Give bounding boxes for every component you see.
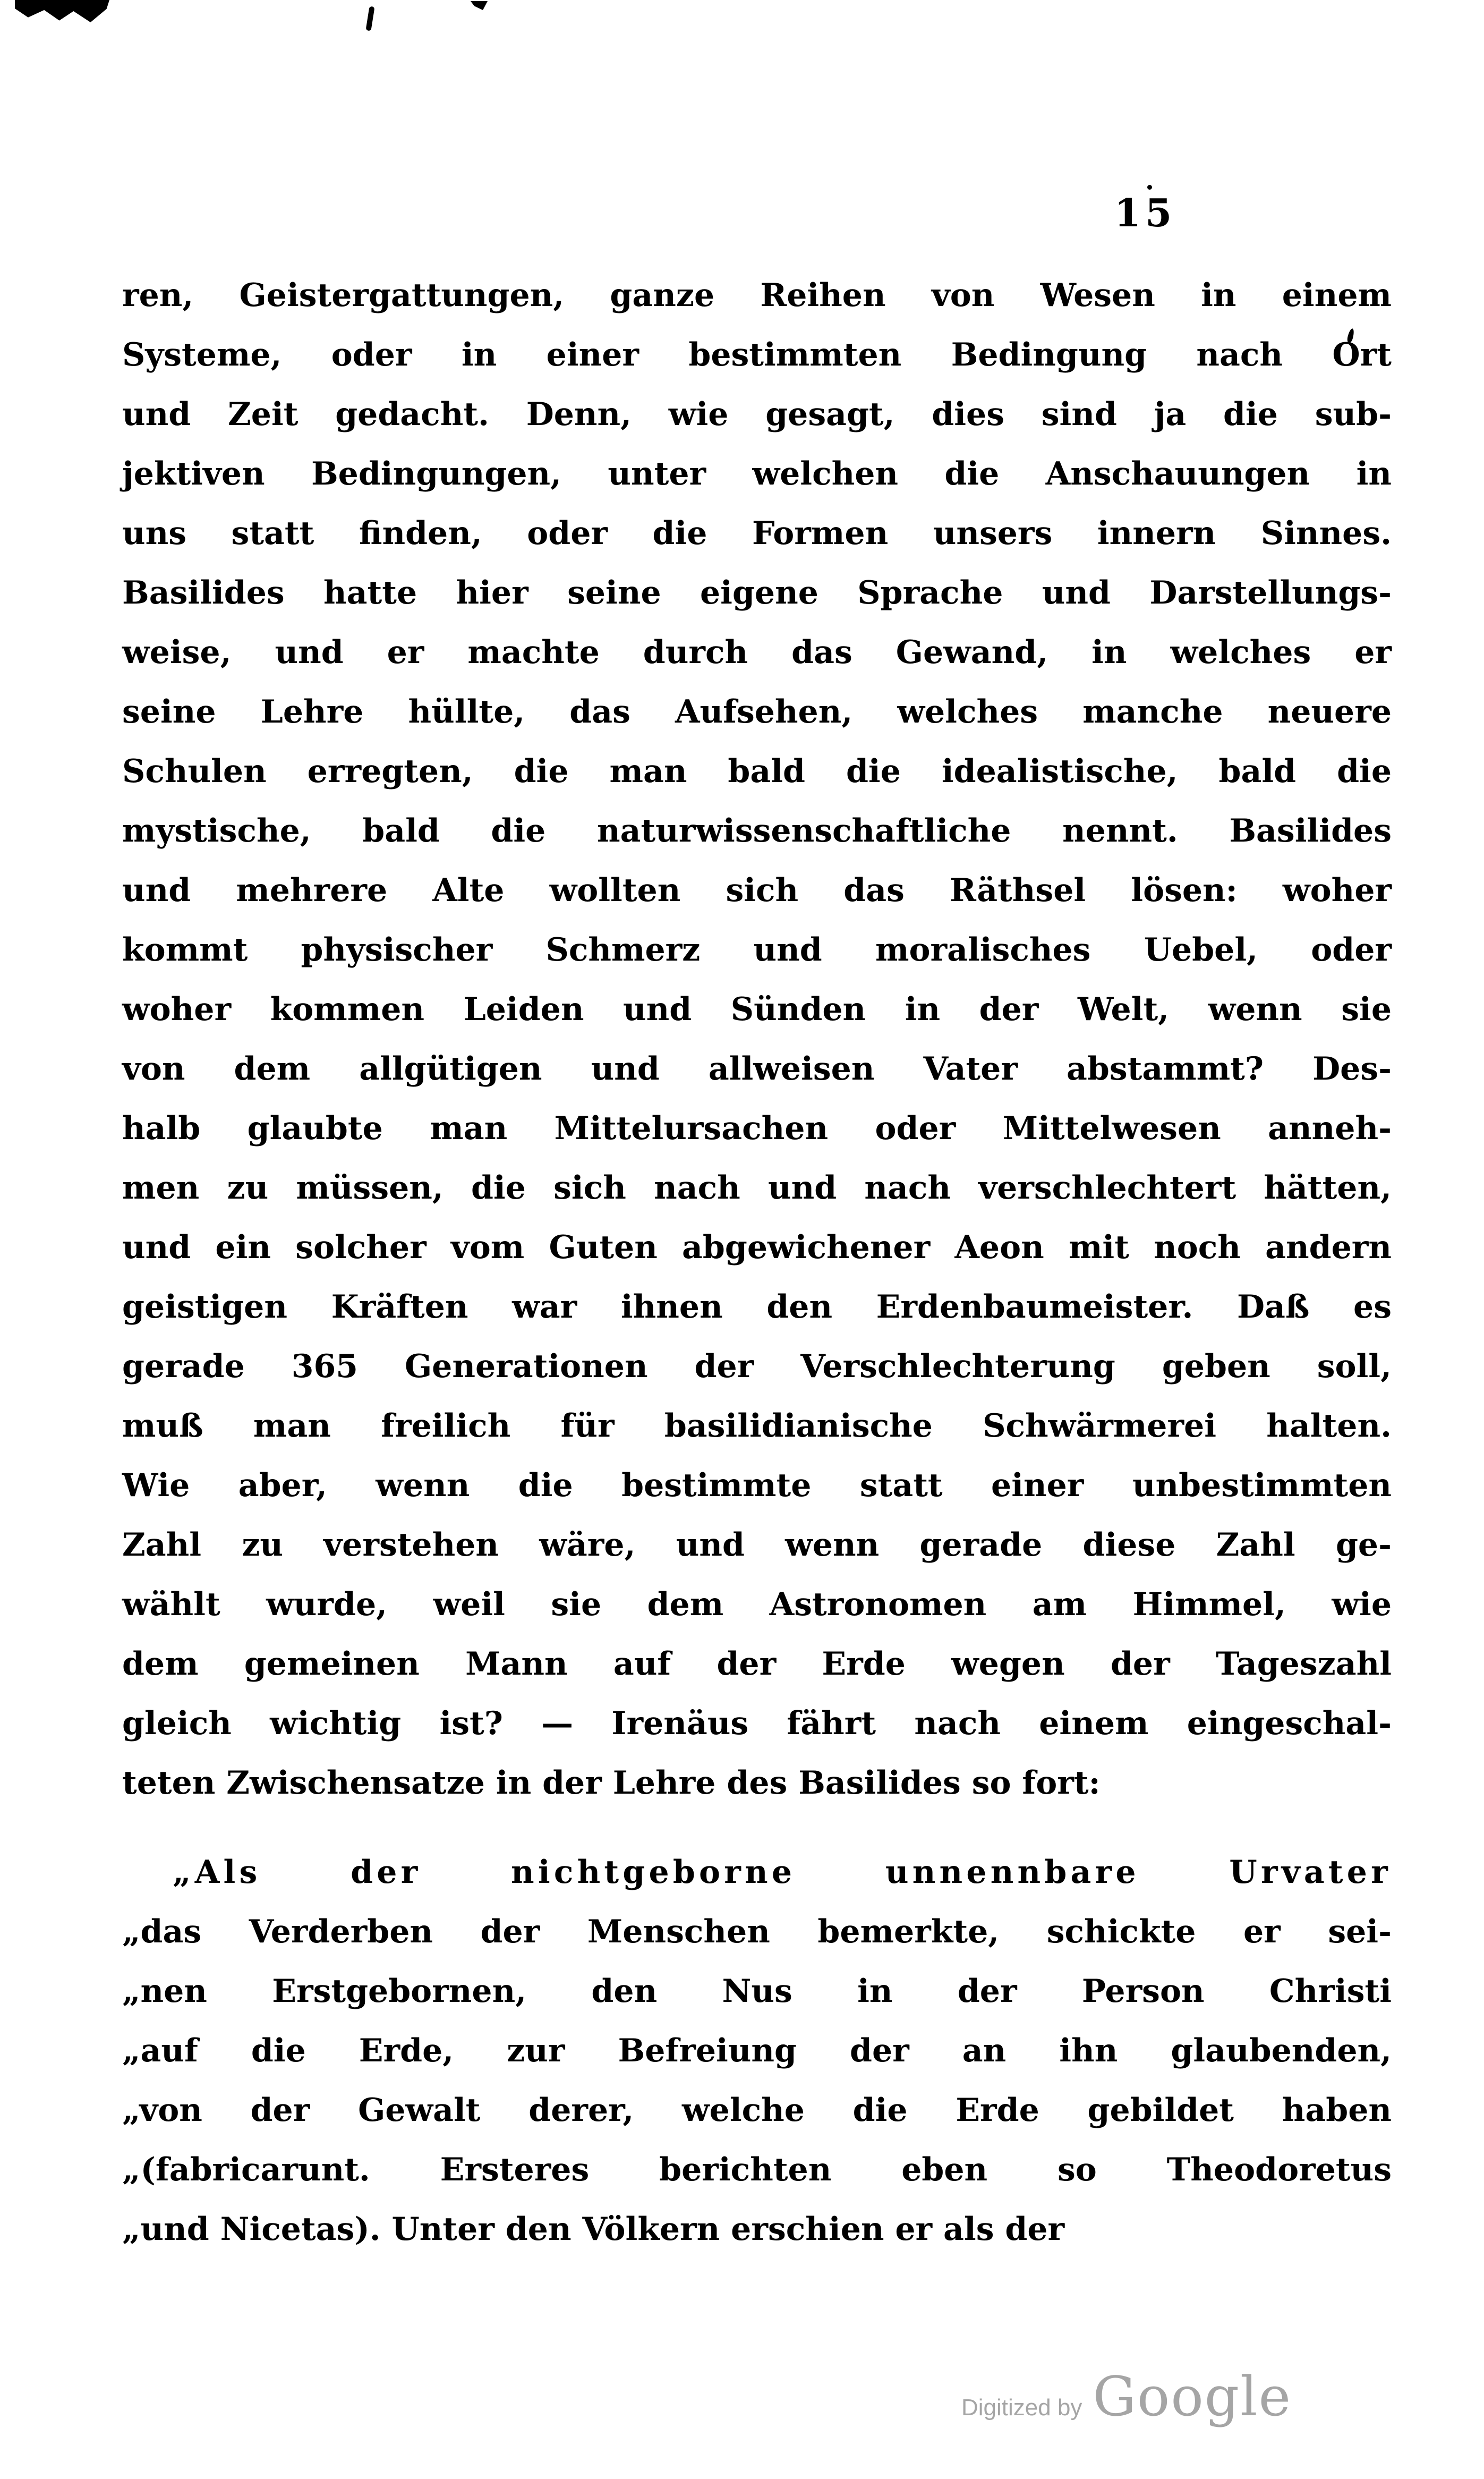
quote-line: „von der Gewalt derer, welche die Erde gebildet haben <box>122 2092 1392 2129</box>
text-line: kommt physischer Schmerz und moralisches Uebel, oder <box>122 931 1392 969</box>
text-line: dem gemeinen Mann auf der Erde wegen der Tageszahl <box>122 1645 1392 1683</box>
quote-line: „nen Erstgebornen, den Nus in der Person Christi <box>122 1973 1392 2010</box>
text-line: wählt wurde, weil sie dem Astronomen am Himmel, wie <box>122 1586 1392 1623</box>
text-line: men zu müssen, die sich nach und nach verschlechtert hätten, <box>122 1169 1392 1207</box>
text-line: Schulen erregten, die man bald die idealistische, bald die <box>122 753 1392 790</box>
scan-artifact-speck <box>471 1 488 10</box>
quote-line: „und Nicetas). Unter den Völkern erschien er als der <box>122 2211 1065 2248</box>
quote-block <box>122 1843 1392 2259</box>
watermark-text: Digitized by <box>961 2395 1082 2421</box>
text-line: mystische, bald die naturwissenschaftliche nennt. Basilides <box>122 812 1392 850</box>
text-line: muß man freilich für basilidianische Schwärmerei halten. <box>122 1407 1392 1445</box>
text-line: ren, Geistergattungen, ganze Reihen von Wesen in einem <box>122 277 1392 314</box>
text-line: gleich wichtig ist? — Irenäus fährt nach einem eingeschal- <box>122 1705 1392 1742</box>
body-text <box>122 266 1392 1813</box>
text-line: Zahl zu verstehen wäre, und wenn gerade diese Zahl ge- <box>122 1526 1392 1564</box>
google-logo: Google <box>1093 2365 1292 2429</box>
text-line: und mehrere Alte wollten sich das Räthsel lösen: woher <box>122 872 1392 909</box>
text-line: Wie aber, wenn die bestimmte statt einer unbestimmten <box>122 1467 1392 1504</box>
text-line: Systeme, oder in einer bestimmten Bedingung nach Ort <box>122 336 1392 373</box>
text-line: woher kommen Leiden und Sünden in der Welt, wenn sie <box>122 991 1392 1028</box>
text-line: und ein solcher vom Guten abgewichener Aeon mit noch andern <box>122 1229 1392 1266</box>
quote-line: „(fabricarunt. Ersteres berichten eben so Theodoretus <box>122 2151 1392 2188</box>
text-line: und Zeit gedacht. Denn, wie gesagt, dies sind ja die sub- <box>122 396 1392 433</box>
text-line: teten Zwischensatze in der Lehre des Basilides so fort: <box>122 1764 1101 1802</box>
text-line: seine Lehre hüllte, das Aufsehen, welches manche neuere <box>122 693 1392 731</box>
text-line: geistigen Kräften war ihnen den Erdenbaumeister. Daß es <box>122 1288 1392 1326</box>
text-line: von dem allgütigen und allweisen Vater abstammt? Des- <box>122 1050 1392 1088</box>
quote-line: „Als der nichtgeborne unnennbare Urvater <box>173 1854 1392 1891</box>
scan-artifact-speck <box>365 6 374 31</box>
quote-line: „auf die Erde, zur Befreiung der an ihn glaubenden, <box>122 2032 1392 2069</box>
page-number: 15 <box>1114 190 1176 235</box>
text-line: gerade 365 Generationen der Verschlechterung geben soll, <box>122 1348 1392 1385</box>
quote-line: „das Verderben der Menschen bemerkte, schickte er sei- <box>122 1913 1392 1950</box>
text-line: weise, und er machte durch das Gewand, in welches er <box>122 634 1392 671</box>
text-line: jektiven Bedingungen, unter welchen die Anschauungen in <box>122 455 1392 493</box>
google-watermark <box>961 2365 1292 2429</box>
scan-artifact-speck <box>1147 185 1152 190</box>
text-line: halb glaubte man Mittelursachen oder Mittelwesen anneh- <box>122 1110 1392 1147</box>
text-line: uns statt finden, oder die Formen unsers innern Sinnes. <box>122 515 1392 552</box>
scan-artifact-blob <box>15 0 109 22</box>
text-line: Basilides hatte hier seine eigene Sprache und Darstellungs- <box>122 574 1392 612</box>
